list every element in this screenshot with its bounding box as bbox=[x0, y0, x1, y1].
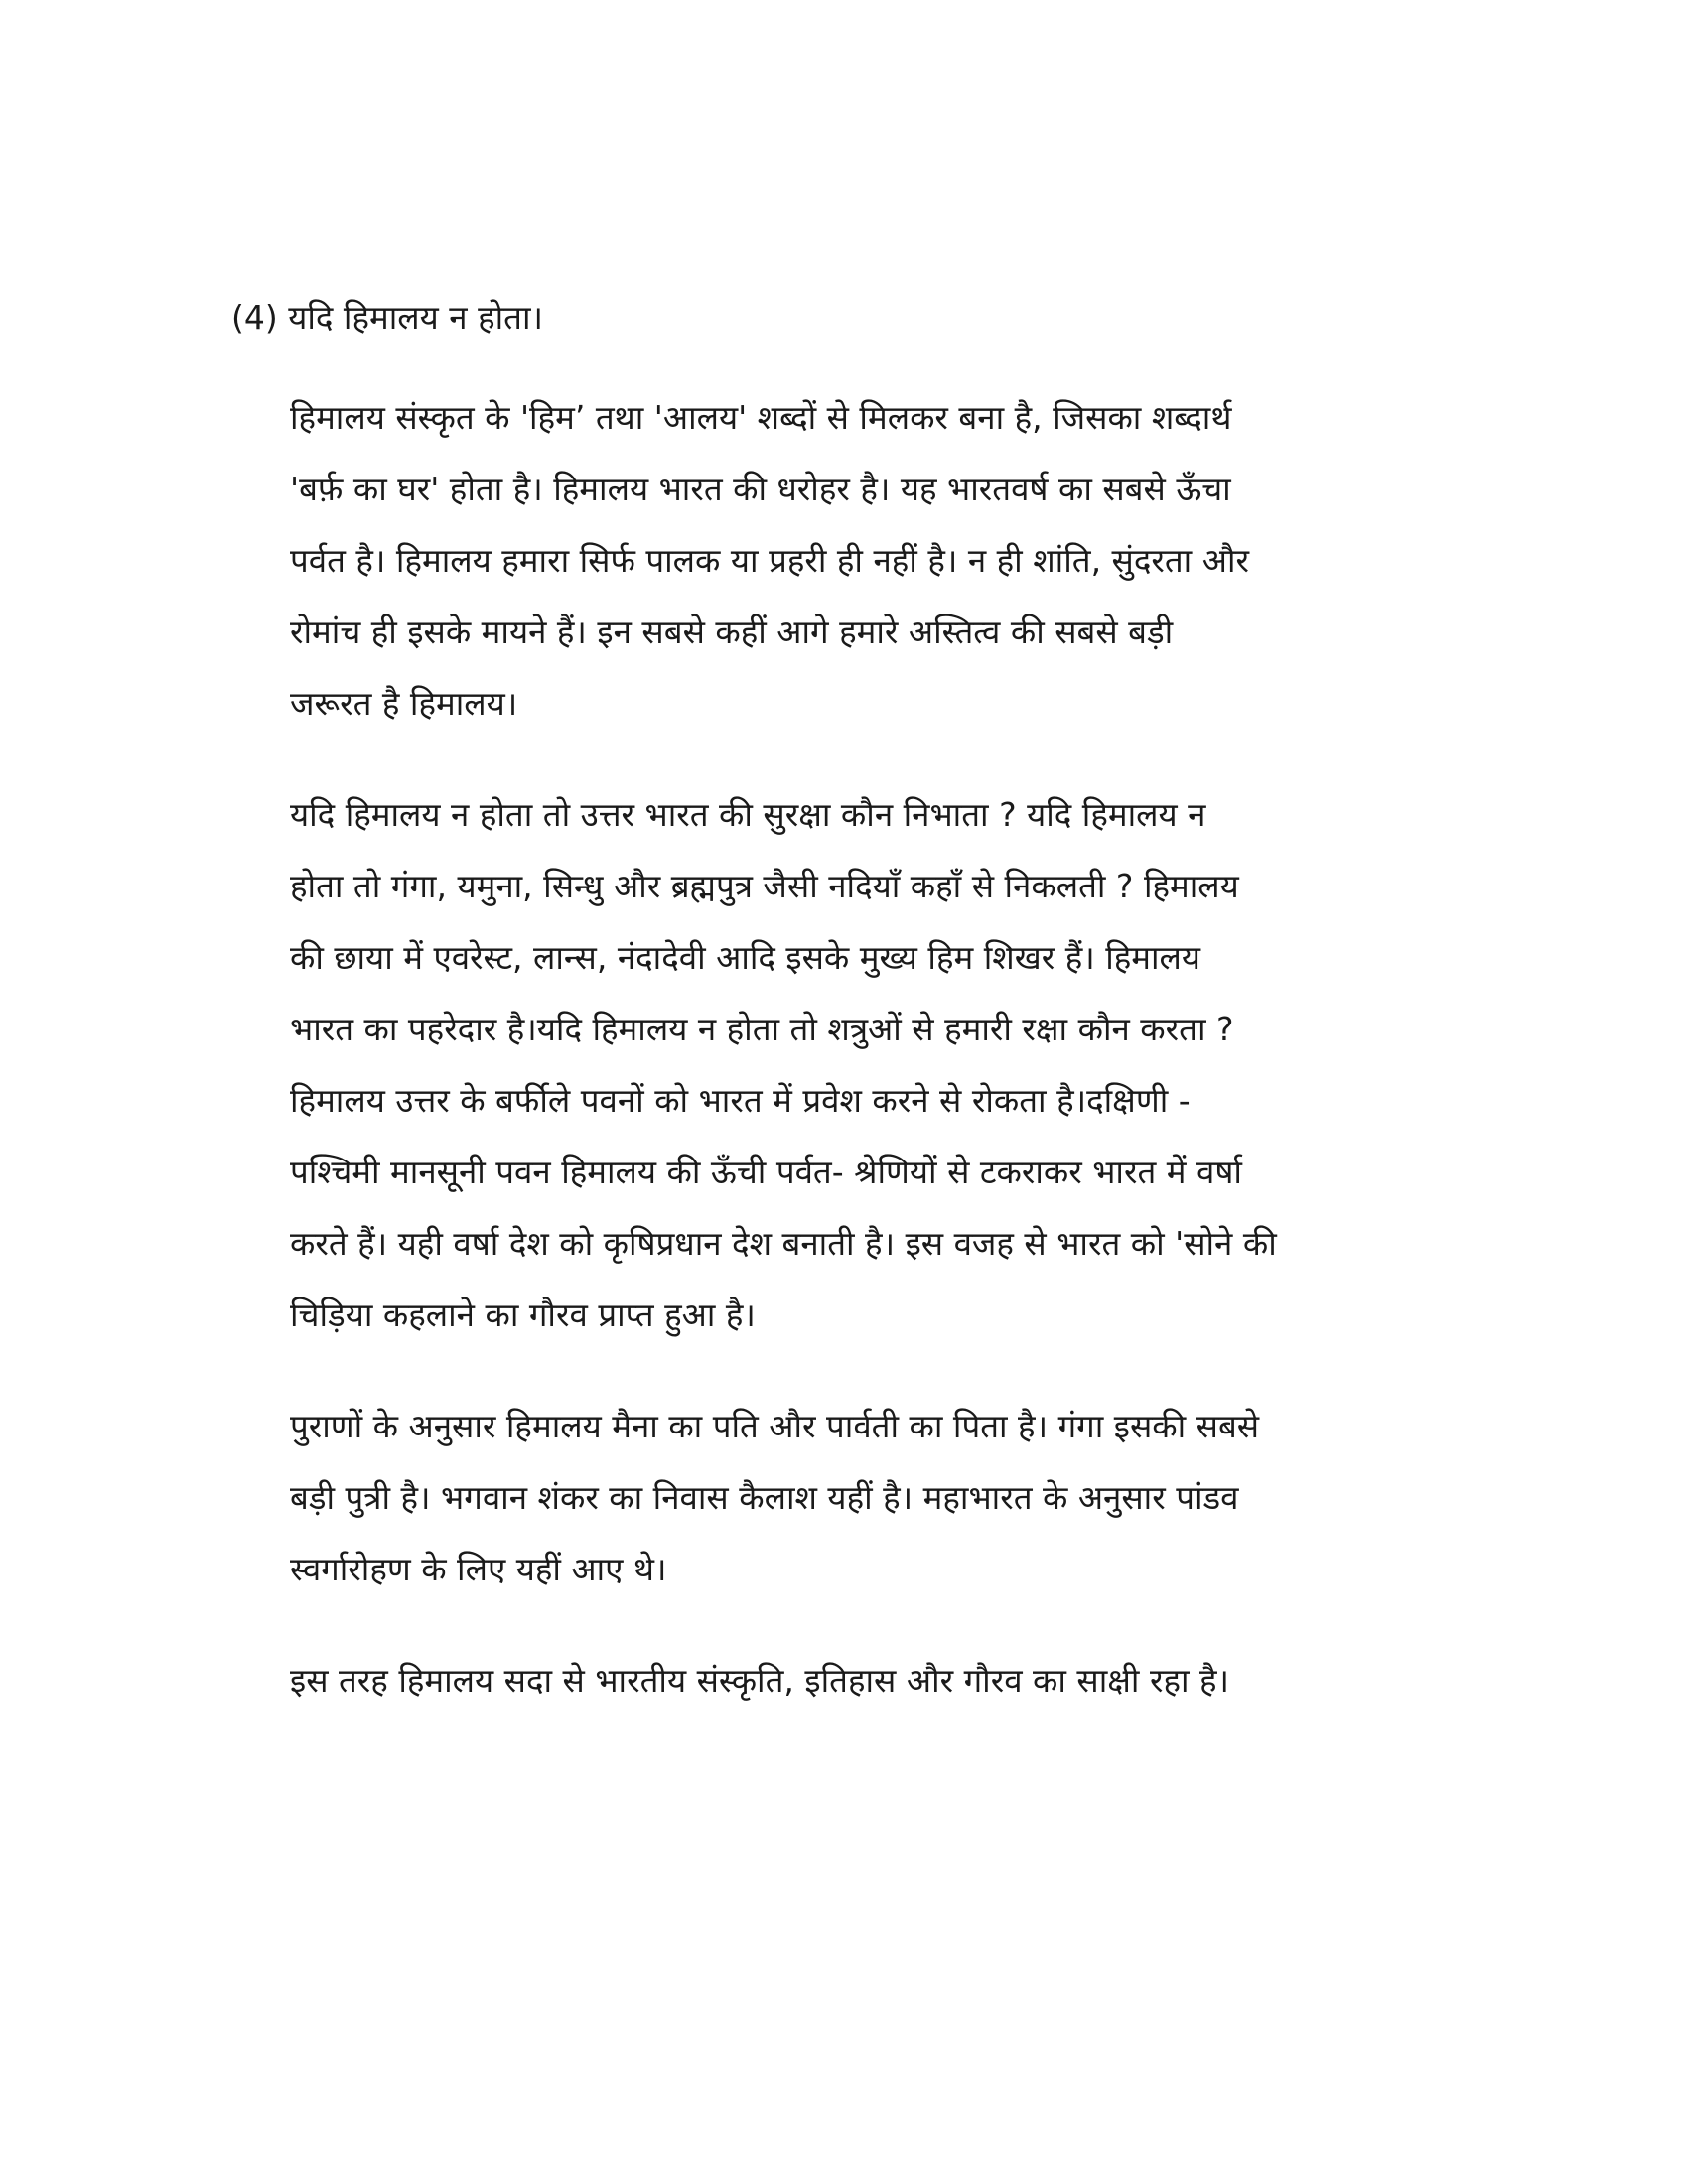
text-line: होता तो गंगा, यमुना, सिन्धु और ब्रह्मपुत्र जैसी नदियाँ कहाँ से निकलती ? हिमालय bbox=[290, 867, 1239, 905]
text-line: इस तरह हिमालय सदा से भारतीय संस्कृति, इतिहास और गौरव का साक्षी रहा है। bbox=[290, 1661, 1230, 1700]
text-line: हिमालय उत्तर के बर्फीले पवनों को भारत में प्रवेश करने से रोकता है।दक्षिणी - bbox=[290, 1081, 1191, 1120]
text-line: पर्वत है। हिमालय हमारा सिर्फ पालक या प्रहरी ही नहीं है। न ही शांति, सुंदरता और bbox=[290, 541, 1249, 580]
text-line: पश्चिमी मानसूनी पवन हिमालय की ऊँची पर्वत- श्रेणियों से टकराकर भारत में वर्षा bbox=[290, 1153, 1242, 1191]
text-line: करते हैं। यही वर्षा देश को कृषिप्रधान देश बनाती है। इस वजह से भारत को 'सोने की bbox=[290, 1224, 1277, 1263]
paragraph-4 bbox=[290, 1645, 1511, 1716]
text-line: 'बर्फ़ का घर' होता है। हिमालय भारत की धरोहर है। यह भारतवर्ष का सबसे ऊँचा bbox=[290, 470, 1231, 508]
text-line: स्वर्गारोहण के लिए यहीं आए थे। bbox=[290, 1550, 667, 1588]
text-line: जरूरत है हिमालय। bbox=[290, 684, 518, 723]
text-line: चिड़िया कहलाने का गौरव प्राप्त हुआ है। bbox=[290, 1296, 756, 1334]
text-line: भारत का पहरेदार है।यदि हिमालय न होता तो शत्रुओं से हमारी रक्षा कौन करता ? bbox=[290, 1010, 1234, 1048]
text-line: रोमांच ही इसके मायने हैं। इन सबसे कहीं आगे हमारे अस्तित्व की सबसे बड़ी bbox=[290, 613, 1174, 651]
text-line: यदि हिमालय न होता तो उत्तर भारत की सुरक्षा कौन निभाता ? यदि हिमालय न bbox=[290, 795, 1206, 834]
paragraph-2 bbox=[290, 779, 1511, 1351]
paragraph-3 bbox=[290, 1391, 1511, 1605]
paragraph-1 bbox=[290, 382, 1511, 740]
text-line: पुराणों के अनुसार हिमालय मैना का पति और पार्वती का पिता है। गंगा इसकी सबसे bbox=[290, 1407, 1260, 1445]
essay-heading: (4) यदि हिमालय न होता। bbox=[231, 298, 544, 337]
text-line: की छाया में एवरेस्ट, लान्स, नंदादेवी आदि इसके मुख्य हिम शिखर हैं। हिमालय bbox=[290, 938, 1201, 977]
essay-body bbox=[290, 382, 1511, 1756]
text-line: बड़ी पुत्री है। भगवान शंकर का निवास कैलाश यहीं है। महाभारत के अनुसार पांडव bbox=[290, 1478, 1239, 1517]
text-line: हिमालय संस्कृत के 'हिम’ तथा 'आलय' शब्दों से मिलकर बना है, जिसका शब्दार्थ bbox=[290, 398, 1232, 437]
